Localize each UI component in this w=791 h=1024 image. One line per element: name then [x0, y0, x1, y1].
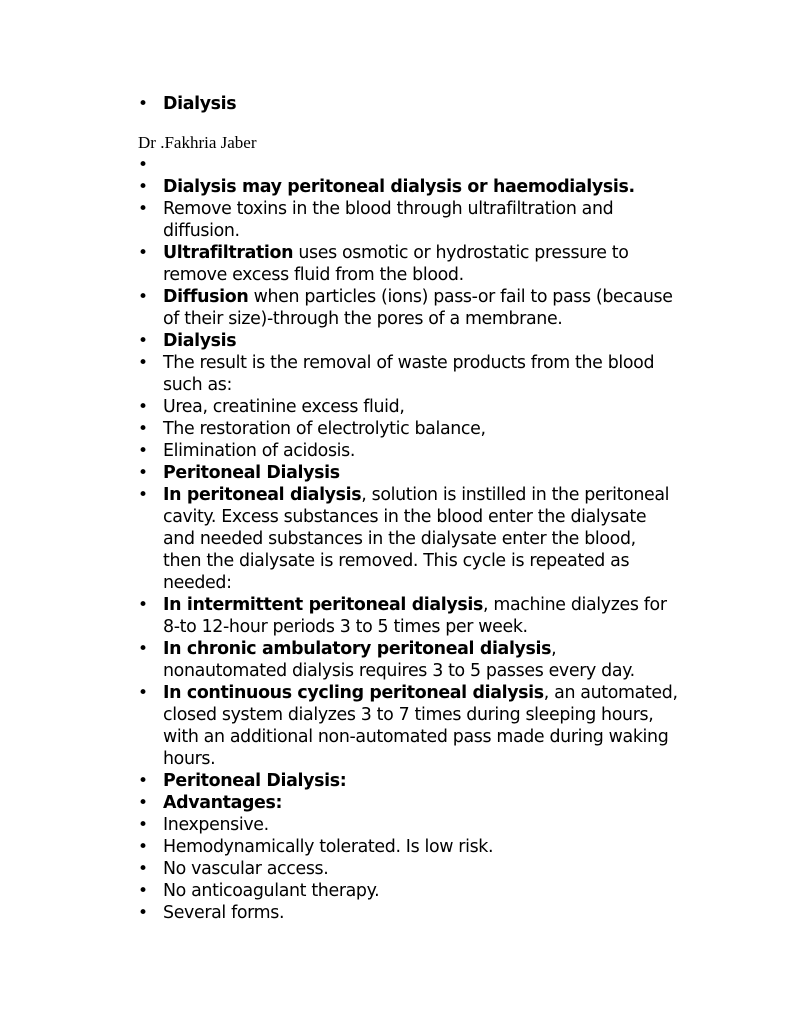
bullet-bold-text: Diffusion [163, 287, 249, 307]
bullet-text: Remove toxins in the blood through ultrafiltration and diffusion. [163, 199, 614, 241]
bullet-bold-text: Dialysis may peritoneal dialysis or haemodialysis. [163, 177, 635, 197]
bullet-item [138, 440, 678, 462]
bullet-text: , nonautomated dialysis requires 3 to 5 passes every day. [163, 639, 635, 681]
bullet-text: uses osmotic or hydrostatic pressure to remove excess fluid from the blood. [163, 243, 629, 285]
bullet-bold-text: In chronic ambulatory peritoneal dialysis [163, 639, 552, 659]
bullet-item [138, 814, 678, 836]
bullet-item [138, 836, 678, 858]
document-heading: Dialysis [163, 94, 237, 114]
bullet-item [138, 242, 678, 286]
bullet-text: Inexpensive. [163, 815, 269, 835]
bullet-item [138, 880, 678, 902]
bullet-item [138, 286, 678, 330]
bullet-text: No anticoagulant therapy. [163, 881, 380, 901]
bullet-bold-text: Peritoneal Dialysis: [163, 771, 347, 791]
bullet-text: , an automated, closed system dialyzes 3 to 7 times during sleeping hours, with an additional non-automated pass made during waking hours. [163, 683, 678, 769]
bullet-text: when particles (ions) pass-or fail to pass (because of their size)-through the pores of a membrane. [163, 287, 673, 329]
bullet-text: The result is the removal of waste products from the blood such as: [163, 353, 655, 395]
bullet-bold-text: Peritoneal Dialysis [163, 463, 340, 483]
bullet-item [138, 154, 678, 176]
bullet-bold-text: In continuous cycling peritoneal dialysis [163, 683, 544, 703]
bullet-bold-text: In intermittent peritoneal dialysis [163, 595, 484, 615]
bullet-bold-text: In peritoneal dialysis [163, 485, 362, 505]
bullet-item [138, 902, 678, 924]
bullet-item [138, 330, 678, 352]
bullet-item [138, 418, 678, 440]
heading-bullet [138, 93, 678, 115]
bullet-text: Urea, creatinine excess fluid, [163, 397, 405, 417]
bullet-item [138, 352, 678, 396]
bullet-text: , solution is instilled in the peritoneal cavity. Excess substances in the blood enter the dialysate and needed substances in the dialysate enter the blood, then the dialysate is removed. This cycle is repeated as needed: [163, 485, 670, 593]
bullet-item [138, 792, 678, 814]
bullet-text: , machine dialyzes for 8-to 12-hour periods 3 to 5 times per week. [163, 595, 667, 637]
bullet-bold-text: Ultrafiltration [163, 243, 294, 263]
bullet-bold-text: Dialysis [163, 331, 237, 351]
bullet-item [138, 770, 678, 792]
heading-list [138, 93, 678, 115]
bullet-bold-text: Advantages: [163, 793, 283, 813]
bullet-item [138, 638, 678, 682]
bullet-item [138, 484, 678, 594]
bullet-item [138, 858, 678, 880]
bullet-item [138, 462, 678, 484]
bullet-item [138, 682, 678, 770]
bullet-text: Several forms. [163, 903, 285, 923]
bullet-item [138, 198, 678, 242]
author-line: Dr .Fakhria Jaber [138, 133, 257, 152]
bullet-text: The restoration of electrolytic balance, [163, 419, 486, 439]
bullet-item [138, 594, 678, 638]
bullet-item [138, 176, 678, 198]
bullet-text: Hemodynamically tolerated. Is low risk. [163, 837, 494, 857]
bullet-text: No vascular access. [163, 859, 329, 879]
bullet-list [138, 154, 678, 924]
bullet-text: Elimination of acidosis. [163, 441, 356, 461]
bullet-item [138, 396, 678, 418]
